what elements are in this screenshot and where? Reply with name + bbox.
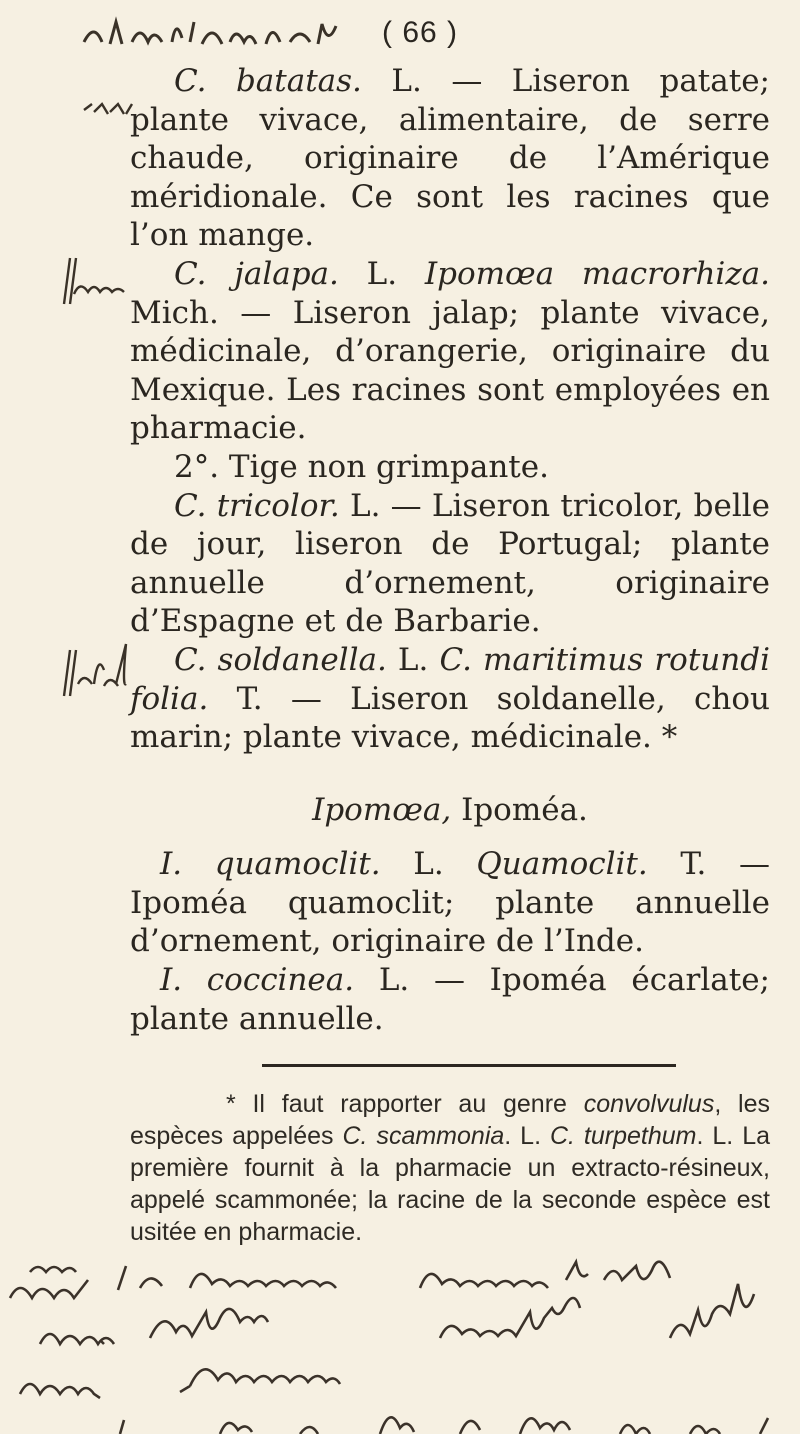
text-run: , les espèces appelées: [130, 1090, 770, 1150]
text-run: L. — Liseron patate; plante vivace, alimentaire, de serre chaude, originaire de l’Amérique méridionale. Ce sont les racines que l’on mange.: [130, 63, 770, 254]
entry-coccinea: [130, 961, 770, 1038]
footnote-text: [130, 1088, 770, 1248]
text-run: L. — Ipoméa écarlate; plante annuelle.: [130, 962, 770, 1037]
genus-common-name: Ipoméa.: [451, 791, 588, 828]
text-run: . L.: [504, 1122, 550, 1150]
entry-tricolor: [130, 487, 770, 641]
italic-run: convolvulus: [583, 1090, 715, 1118]
italic-run: Ipomœa macrorhiza.: [424, 255, 770, 292]
italic-run: C. turpethum: [549, 1122, 697, 1150]
italic-run: C. maritimus rotundi folia.: [130, 641, 770, 717]
genus-name: Ipomœa,: [312, 791, 452, 828]
margin-scribble-1: [82, 98, 134, 124]
italic-run: C. tricolor.: [174, 487, 340, 524]
margin-note-2: [60, 638, 130, 704]
italic-run: C. soldanella.: [174, 641, 387, 678]
text-run: T. — Liseron soldanelle, chou marin; plante vivace, médicinale. *: [130, 680, 770, 756]
entry-batatas: [130, 62, 770, 255]
text-run: L.: [338, 255, 425, 292]
footnote-divider: [262, 1064, 676, 1067]
subsection-heading: [130, 448, 770, 487]
text-run: L.: [386, 641, 440, 678]
text-run: * Il faut rapporter au genre: [226, 1090, 584, 1118]
genus-heading: [130, 791, 770, 830]
text-run: T. — Ipoméa quamoclit; plante annuelle d’ornement, originaire de l’Inde.: [130, 846, 770, 960]
main-text: [130, 62, 770, 1038]
italic-run: Quamoclit.: [476, 846, 648, 883]
text-run: 2°. Tige non grimpante.: [174, 448, 549, 485]
italic-run: I. coccinea.: [160, 962, 355, 999]
handwritten-annotation: [0, 1258, 800, 1434]
page-number: ( 66 ): [382, 16, 459, 49]
text-run: L. — Liseron tricolor, belle de jour, liseron de Portugal; plante annuelle d’ornement, originaire d’Espagne et de Barbarie.: [130, 487, 770, 640]
text-run: . L. La première fournit à la pharmacie un extracto-résineux, appelé scammonée; la racine de la seconde espèce est usitée en pharmacie.: [130, 1122, 771, 1246]
margin-note-1: [60, 254, 130, 312]
italic-run: C. batatas.: [174, 63, 362, 99]
italic-run: C. scammonia: [342, 1122, 505, 1150]
entry-jalapa: [130, 255, 770, 448]
text-run: L.: [380, 846, 477, 883]
text-run: Mich. — Liseron jalap; plante vivace, médicinale, d’orangerie, originaire du Mexique. Les racines sont employées en pharmacie.: [130, 294, 770, 447]
italic-run: C. jalapa.: [174, 255, 339, 292]
handwritten-header-scrawl: [80, 12, 370, 56]
entry-quamoclit: [130, 845, 770, 961]
italic-run: I. quamoclit.: [160, 846, 381, 883]
page-header: [80, 8, 740, 58]
footnote: [130, 1088, 770, 1248]
entry-soldanella: [130, 641, 770, 757]
